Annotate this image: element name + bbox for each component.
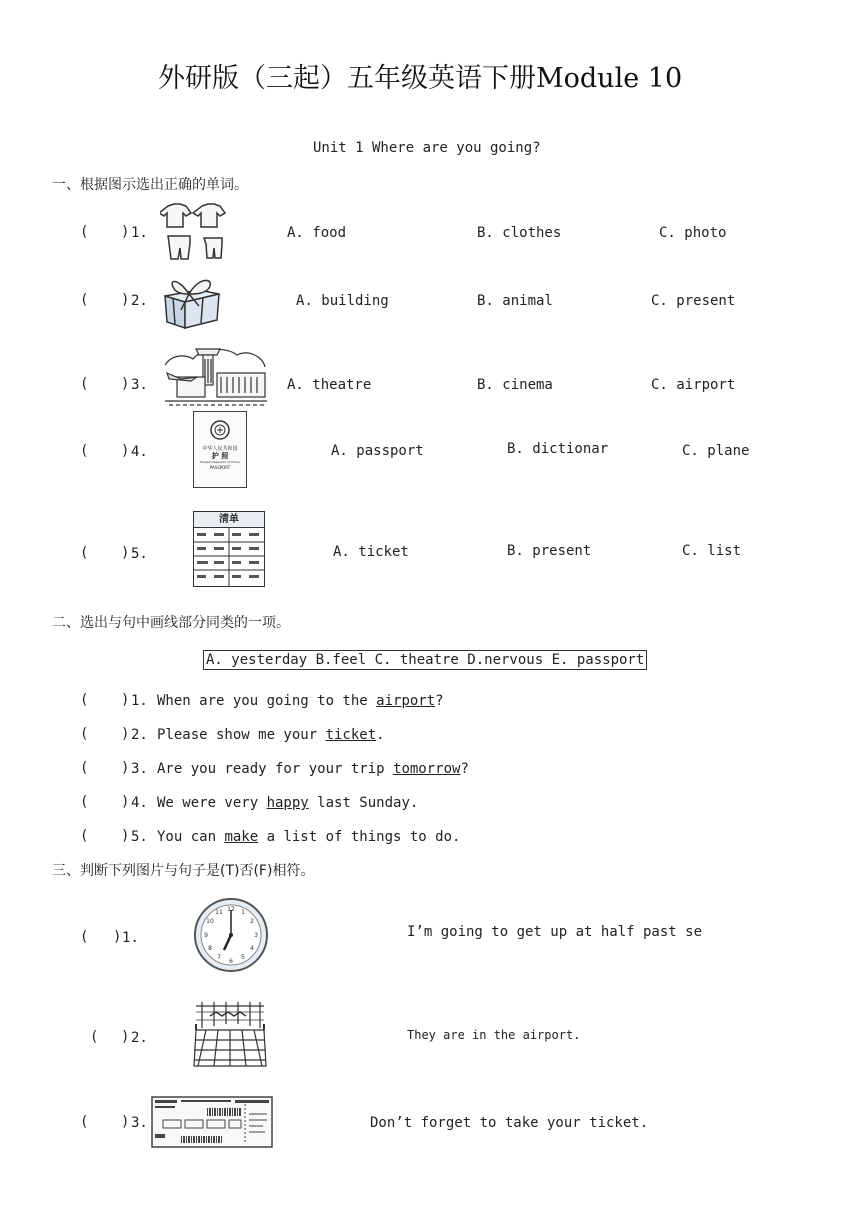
answer-paren-close: ) [121, 726, 130, 742]
sentence-after: . [376, 727, 385, 743]
sentence-before: You can [157, 829, 225, 845]
question-number: 3. [131, 377, 148, 393]
question-number: 2. [131, 727, 148, 743]
answer-paren-open: ( [80, 224, 89, 240]
answer-paren-open: ( [80, 929, 89, 945]
answer-paren-close: ) [121, 1029, 130, 1045]
sentence: Don’t forget to take your ticket. [370, 1115, 649, 1131]
option-a: A. building [296, 293, 389, 309]
svg-text:5: 5 [241, 954, 245, 961]
underlined-word: ticket [325, 727, 377, 743]
answer-paren-close: ) [121, 376, 130, 392]
checklist-rows-icon [194, 528, 264, 586]
sentence-before: We were very [157, 795, 267, 811]
answer-paren-open: ( [80, 376, 89, 392]
passport-line-4: PASSPORT [209, 465, 231, 470]
answer-paren-open: ( [80, 443, 89, 459]
question-number: 4. [131, 795, 148, 811]
answer-paren-close: ) [121, 292, 130, 308]
sentence [157, 693, 444, 709]
checklist-icon [193, 511, 265, 587]
svg-text:6: 6 [229, 958, 233, 965]
sentence [157, 761, 469, 777]
option-b: B. present [507, 543, 592, 559]
sentence-before: Are you ready for your trip [157, 761, 394, 777]
airport-icon [163, 343, 269, 407]
section-3-heading: 三、判断下列图片与句子是(T)否(F)相符。 [52, 863, 315, 879]
answer-paren-close: ) [121, 1114, 130, 1130]
sentence-before: When are you going to the [157, 693, 377, 709]
option-c: C. present [651, 293, 736, 309]
underlined-word: make [224, 829, 259, 845]
svg-text:12: 12 [227, 906, 235, 913]
question-number: 4. [131, 444, 148, 460]
option-c: C. list [682, 543, 742, 559]
answer-paren-close: ) [121, 760, 130, 776]
question-number: 1. [131, 693, 148, 709]
option-c: C. airport [651, 377, 736, 393]
option-c: C. plane [682, 443, 750, 459]
svg-text:3: 3 [254, 932, 258, 939]
question-number: 3. [131, 1115, 148, 1131]
question-number: 2. [131, 1030, 148, 1046]
passport-line-3: People's Republic of China [200, 460, 240, 464]
svg-text:4: 4 [250, 945, 254, 952]
answer-paren-close: ) [121, 545, 130, 561]
svg-text:11: 11 [215, 909, 223, 916]
sentence-after: a list of things to do. [258, 829, 461, 845]
clothes-icon [160, 202, 232, 262]
word-bank-box: A. yesterday B.feel C. theatre D.nervous E. passport [203, 650, 647, 670]
answer-paren-open: ( [80, 828, 89, 844]
airport-hall-icon [192, 1000, 268, 1070]
question-number: 3. [131, 761, 148, 777]
question-number: 1. [122, 930, 139, 946]
option-a: A. food [287, 225, 347, 241]
underlined-word: tomorrow [393, 761, 461, 777]
unit-title: Unit 1 Where are you going? [313, 140, 541, 156]
question-number: 1. [131, 225, 148, 241]
answer-paren-open: ( [80, 692, 89, 708]
underlined-word: airport [376, 693, 436, 709]
emblem-icon [194, 418, 246, 444]
answer-paren-open: ( [80, 726, 89, 742]
passport-icon [193, 411, 247, 488]
question-number: 5. [131, 829, 148, 845]
sentence [157, 795, 418, 811]
answer-paren-close: ) [121, 692, 130, 708]
svg-text:1: 1 [241, 909, 245, 916]
question-number: 5. [131, 546, 148, 562]
option-c: C. photo [659, 225, 727, 241]
sentence-after: last Sunday. [308, 795, 419, 811]
svg-text:9: 9 [204, 932, 208, 939]
sentence: I’m going to get up at half past se [407, 924, 703, 940]
svg-text:7: 7 [217, 954, 221, 961]
option-b: B. cinema [477, 377, 553, 393]
svg-text:10: 10 [206, 918, 214, 925]
section-2-heading: 二、选出与句中画线部分同类的一项。 [52, 615, 290, 631]
answer-paren-open: ( [80, 292, 89, 308]
svg-text:8: 8 [208, 945, 212, 952]
option-a: A. theatre [287, 377, 372, 393]
clock-icon [192, 896, 270, 974]
answer-paren-open: ( [90, 1029, 99, 1045]
answer-paren-open: ( [80, 760, 89, 776]
ticket-icon [151, 1096, 273, 1148]
checklist-header: 清单 [194, 512, 264, 528]
sentence [157, 829, 460, 845]
answer-paren-open: ( [80, 1114, 89, 1130]
answer-paren-open: ( [80, 545, 89, 561]
answer-paren-close: ) [121, 224, 130, 240]
page-title: 外研版（三起）五年级英语下册Module 10 [158, 63, 683, 94]
option-b: B. animal [477, 293, 553, 309]
answer-paren-close: ) [121, 443, 130, 459]
option-a: A. passport [331, 443, 424, 459]
passport-line-1: 中华人民共和国 [202, 446, 238, 452]
answer-paren-open: ( [80, 794, 89, 810]
section-1-heading: 一、根据图示选出正确的单词。 [52, 177, 248, 193]
svg-text:2: 2 [250, 918, 254, 925]
answer-paren-close: ) [121, 794, 130, 810]
sentence-before: Please show me your [157, 727, 326, 743]
passport-line-2: 护 照 [211, 452, 229, 460]
answer-paren-close: ) [121, 828, 130, 844]
sentence-after: ? [460, 761, 469, 777]
option-b: B. dictionar [507, 441, 609, 457]
sentence [157, 727, 385, 743]
sentence: They are in the airport. [407, 1028, 581, 1042]
sentence-after: ? [435, 693, 444, 709]
option-b: B. clothes [477, 225, 562, 241]
option-a: A. ticket [333, 544, 409, 560]
question-number: 2. [131, 293, 148, 309]
underlined-word: happy [266, 795, 309, 811]
answer-paren-close: ) [113, 929, 122, 945]
gift-icon [159, 270, 225, 332]
